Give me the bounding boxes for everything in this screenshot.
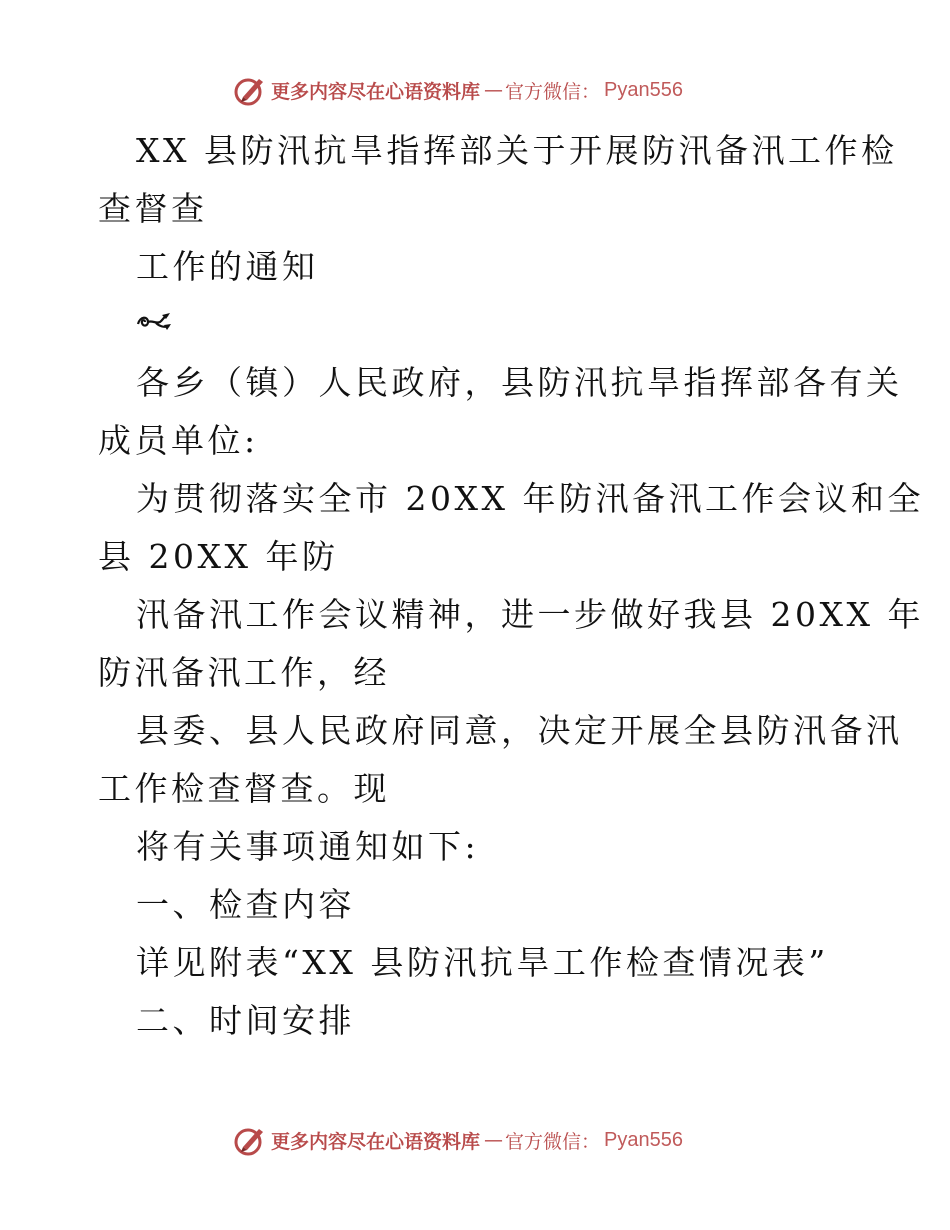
document-title-line-2: 查督查 [98, 189, 208, 228]
body-line: 工作检查督查。现 [98, 769, 390, 808]
document-body [98, 122, 924, 1050]
body-line: 将有关事项通知如下: [136, 827, 480, 866]
body-line: 防汛备汛工作，经 [98, 653, 390, 692]
watermark-official-label: 官方微信： [505, 1130, 601, 1153]
ornament-row [98, 296, 858, 354]
watermark-text: 更多内容尽在心语资料库 [271, 80, 481, 103]
body-line: 为贯彻落实全市 20XX 年防汛备汛工作会议和全 [136, 479, 924, 518]
watermark-separator: — [484, 79, 502, 101]
pen-logo-icon [233, 73, 267, 107]
body-line: 成员单位: [98, 421, 259, 460]
body-line: 县 20XX 年防 [98, 537, 339, 576]
footer-watermark [233, 1120, 683, 1160]
body-lines [98, 354, 924, 1050]
body-line: 各乡（镇）人民政府，县防汛抗旱指挥部各有关 [136, 363, 903, 402]
document-title-line-1: XX 县防汛抗旱指挥部关于开展防汛备汛工作检 [136, 131, 898, 170]
body-line: 汛备汛工作会议精神，进一步做好我县 20XX 年 [136, 595, 924, 634]
watermark-wechat-id: Pyan556 [604, 78, 683, 101]
watermark-wechat-id: Pyan556 [604, 1128, 683, 1151]
header-watermark [233, 70, 683, 110]
document-title-line-3: 工作的通知 [136, 247, 319, 286]
body-line: 详见附表“XX 县防汛抗旱工作检查情况表” [136, 943, 829, 982]
watermark-official-label: 官方微信： [505, 80, 601, 103]
fleuron-icon [136, 310, 172, 336]
watermark-separator: — [484, 1129, 502, 1151]
body-line: 一、检查内容 [136, 885, 355, 924]
body-line: 二、时间安排 [136, 1001, 355, 1040]
watermark-text: 更多内容尽在心语资料库 [271, 1130, 481, 1153]
body-line: 县委、县人民政府同意，决定开展全县防汛备汛 [136, 711, 903, 750]
pen-logo-icon [233, 1123, 267, 1157]
